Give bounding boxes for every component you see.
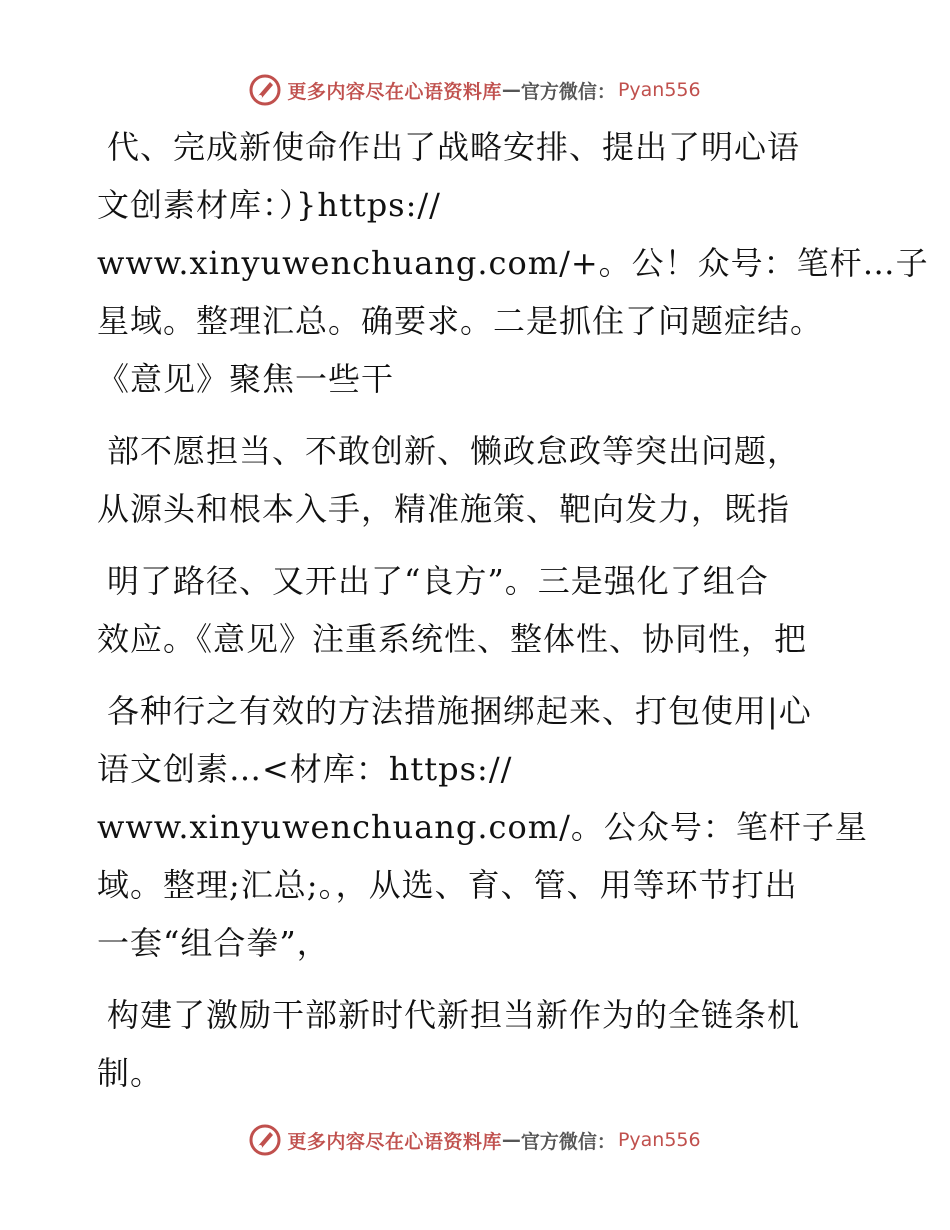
footer-watermark-banner [0, 1120, 950, 1160]
banner-main-text: 更多内容尽在心语资料库 [287, 1130, 502, 1153]
text-line: 代、完成新使命作出了战略安排、提出了明心语 [107, 128, 801, 166]
text-line: 各种行之有效的方法措施捆绑起来、打包使用|心 [107, 692, 812, 730]
header-watermark-banner [0, 70, 950, 110]
brand-logo-icon [249, 1124, 281, 1156]
brand-logo-icon [249, 74, 281, 106]
banner-dash: — [501, 1129, 521, 1151]
text-line: 效应。《意见》注重系统性、整体性、协同性，把 [97, 620, 808, 658]
banner-sub-text: 官方微信： [520, 1130, 616, 1153]
text-line: www.xinyuwenchuang.com/+。公！众号：笔杆…子 [97, 244, 929, 282]
text-line: 《意见》聚焦一些干 [97, 360, 395, 398]
text-line: 语文创素…<材库：https:// [97, 750, 513, 788]
text-line: 一套“组合拳”， [97, 924, 330, 962]
text-line: 构建了激励干部新时代新担当新作为的全链条机 [107, 996, 801, 1034]
text-line: 部不愿担当、不敢创新、懒政怠政等突出问题， [107, 432, 801, 470]
text-line: 明了路径、又开出了“良方”。三是强化了组合 [107, 562, 769, 600]
banner-wechat-id: Pyan556 [617, 1129, 701, 1151]
text-line: www.xinyuwenchuang.com/。公众号：笔杆子星 [97, 808, 868, 846]
text-line: 制。 [97, 1054, 164, 1092]
banner-wechat-id: Pyan556 [617, 79, 701, 101]
banner-main-text: 更多内容尽在心语资料库 [287, 80, 502, 103]
text-line: 星域。整理汇总。确要求。二是抓住了问题症结。 [97, 302, 824, 340]
document-body [97, 118, 929, 1102]
banner-sub-text: 官方微信： [520, 80, 616, 103]
banner-dash: — [501, 79, 521, 101]
text-line: 域。整理;汇总;。，从选、育、管、用等环节打出 [97, 866, 798, 904]
text-line: 文创素材库：）}https:// [97, 186, 441, 224]
text-line: 从源头和根本入手，精准施策、靶向发力，既指 [97, 490, 791, 528]
